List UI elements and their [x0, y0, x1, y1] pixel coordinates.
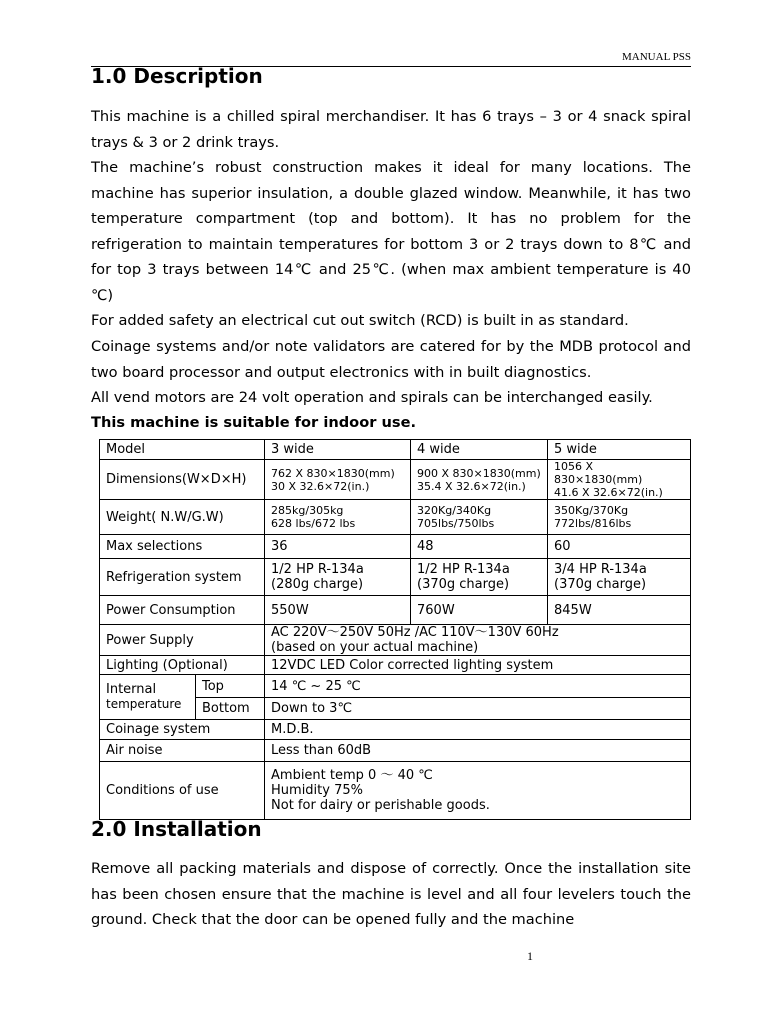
- table-row-coinage: [100, 720, 691, 740]
- row-label-power-supply: Power Supply: [100, 625, 265, 656]
- indoor-use-note: This machine is suitable for indoor use.: [91, 414, 417, 431]
- table-row-power-consumption: [100, 596, 691, 625]
- page-number: 1: [527, 949, 533, 963]
- header-text: MANUAL PSS: [622, 51, 691, 63]
- model-5wide: 5 wide: [548, 440, 691, 460]
- row-label-max-selections: Max selections: [100, 535, 265, 559]
- max-selections-3wide: 36: [265, 535, 411, 559]
- table-row-air-noise: [100, 740, 691, 762]
- table-row-lighting: [100, 656, 691, 675]
- paragraph-safety: For added safety an electrical cut out switch (RCD) is built in as standard.: [91, 312, 629, 329]
- table-row-weight: [100, 500, 691, 535]
- row-label-model: Model: [100, 440, 265, 460]
- weight-4wide: 320Kg/340Kg 705lbs/750lbs: [411, 500, 548, 535]
- internal-temperature-bottom-value: Down to 3℃: [265, 698, 691, 720]
- model-3wide: 3 wide: [265, 440, 411, 460]
- internal-temperature-bottom-label: Bottom: [196, 698, 265, 720]
- row-label-internal-temperature: Internal temperature: [100, 675, 196, 720]
- table-row-power-supply: [100, 625, 691, 656]
- weight-5wide: 350Kg/370Kg 772lbs/816lbs: [548, 500, 691, 535]
- power-consumption-4wide: 760W: [411, 596, 548, 625]
- paragraph-motors: All vend motors are 24 volt operation and spirals can be interchanged easily.: [91, 389, 653, 406]
- air-noise-value: Less than 60dB: [265, 740, 691, 762]
- specifications-table: [99, 439, 691, 820]
- row-label-power-consumption: Power Consumption: [100, 596, 265, 625]
- paragraph-installation: Remove all packing materials and dispose of correctly. Once the installation site has been chosen ensure that the machine is level and all four levelers touch the ground. Check that the door can be opened fully and the machine: [91, 860, 691, 929]
- model-4wide: 4 wide: [411, 440, 548, 460]
- row-label-refrigeration: Refrigeration system: [100, 559, 265, 596]
- row-label-dimensions: Dimensions(W×D×H): [100, 460, 265, 500]
- section-title-description: 1.0 Description: [91, 64, 263, 88]
- table-row-max-selections: [100, 535, 691, 559]
- refrigeration-5wide: 3/4 HP R-134a (370g charge): [548, 559, 691, 596]
- row-label-weight: Weight( N.W/G.W): [100, 500, 265, 535]
- internal-temperature-top-value: 14 ℃ ~ 25 ℃: [265, 675, 691, 698]
- power-consumption-3wide: 550W: [265, 596, 411, 625]
- section-title-installation: 2.0 Installation: [91, 817, 262, 841]
- row-label-conditions: Conditions of use: [100, 762, 265, 820]
- table-row-conditions: [100, 762, 691, 820]
- dimensions-4wide: 900 X 830×1830(mm) 35.4 X 32.6×72(in.): [411, 460, 548, 500]
- refrigeration-4wide: 1/2 HP R-134a (370g charge): [411, 559, 548, 596]
- paragraph-coinage: Coinage systems and/or note validators are catered for by the MDB protocol and two board processor and output electronics with in built diagnostics.: [91, 338, 691, 381]
- dimensions-5wide: 1056 X 830×1830(mm) 41.6 X 32.6×72(in.): [548, 460, 691, 500]
- conditions-value: Ambient temp 0 ～ 40 ℃ Humidity 75% Not for dairy or perishable goods.: [265, 762, 691, 820]
- dimensions-3wide: 762 X 830×1830(mm) 30 X 32.6×72(in.): [265, 460, 411, 500]
- table-row-internal-temperature-top: [100, 675, 691, 698]
- refrigeration-3wide: 1/2 HP R-134a (280g charge): [265, 559, 411, 596]
- table-row-refrigeration: [100, 559, 691, 596]
- row-label-lighting: Lighting (Optional): [100, 656, 265, 675]
- power-supply-value: AC 220V～250V 50Hz /AC 110V～130V 60Hz (based on your actual machine): [265, 625, 691, 656]
- internal-temperature-top-label: Top: [196, 675, 265, 698]
- max-selections-5wide: 60: [548, 535, 691, 559]
- weight-3wide: 285kg/305kg 628 lbs/672 lbs: [265, 500, 411, 535]
- coinage-value: M.D.B.: [265, 720, 691, 740]
- paragraph-intro: This machine is a chilled spiral merchandiser. It has 6 trays – 3 or 4 snack spiral trays & 3 or 2 drink trays.: [91, 108, 691, 151]
- row-label-air-noise: Air noise: [100, 740, 265, 762]
- power-consumption-5wide: 845W: [548, 596, 691, 625]
- max-selections-4wide: 48: [411, 535, 548, 559]
- lighting-value: 12VDC LED Color corrected lighting system: [265, 656, 691, 675]
- paragraph-construction: The machine’s robust construction makes it ideal for many locations. The machine has superior insulation, a double glazed window. Meanwhile, it has two temperature compartment (top and bottom). It has no problem for the refrigeration to maintain temperatures for bottom 3 or 2 trays down to 8℃ and for top 3 trays between 14℃ and 25℃. (when max ambient temperature is 40 ℃): [91, 159, 691, 304]
- table-row-model: [100, 440, 691, 460]
- row-label-coinage: Coinage system: [100, 720, 265, 740]
- table-row-dimensions: [100, 460, 691, 500]
